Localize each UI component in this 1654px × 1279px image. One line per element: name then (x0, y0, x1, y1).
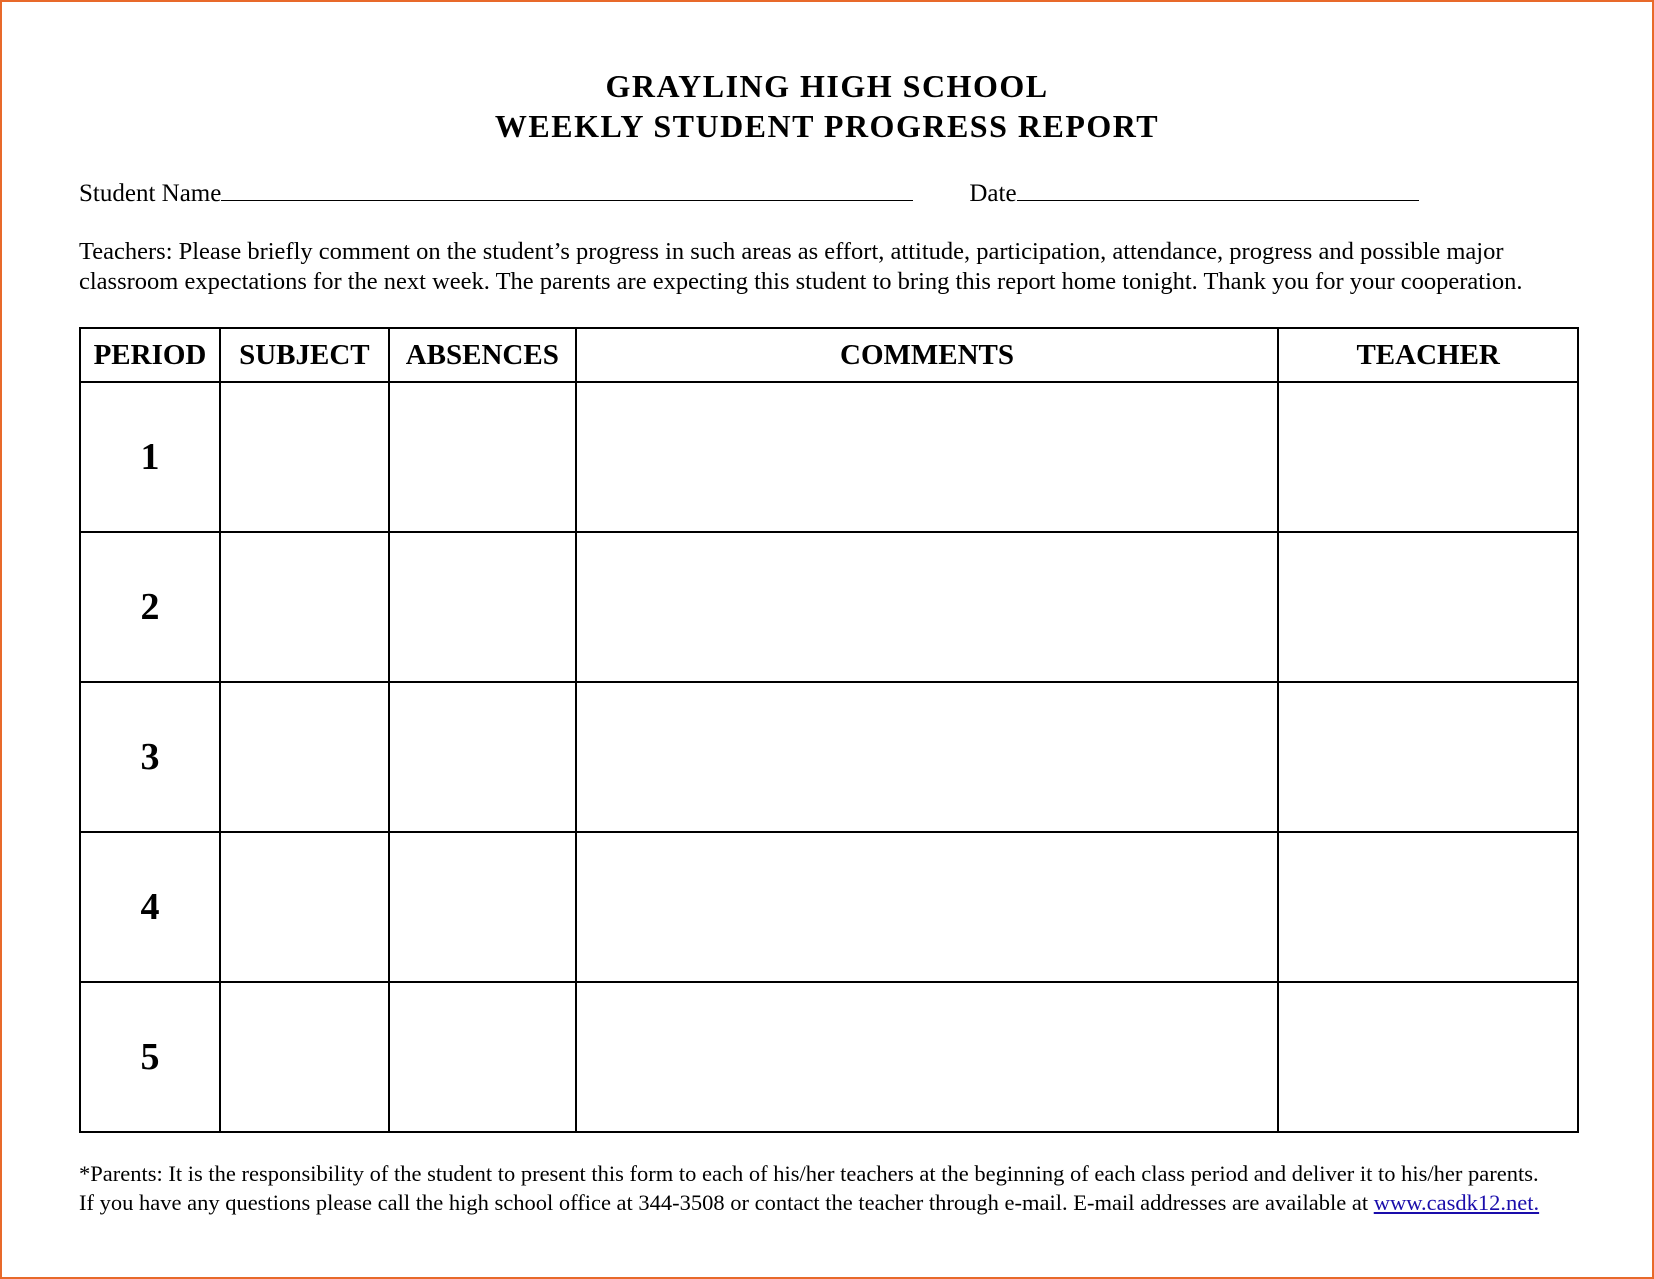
absences-cell[interactable] (389, 382, 576, 532)
website-link[interactable]: www.casdk12.net. (1373, 1190, 1540, 1215)
table-row (80, 382, 1578, 532)
header-absences: ABSENCES (389, 328, 576, 382)
period-number: 5 (80, 982, 220, 1132)
absences-cell[interactable] (389, 682, 576, 832)
period-number: 4 (80, 832, 220, 982)
teacher-cell[interactable] (1278, 532, 1578, 682)
header-comments: COMMENTS (576, 328, 1279, 382)
parents-note-line1: *Parents: It is the responsibility of the student to present this form to each of his/her teachers at the beginning of each class period and deliver it to his/her parents. (79, 1161, 1539, 1186)
period-number: 2 (80, 532, 220, 682)
parents-note (79, 1159, 1599, 1217)
comments-cell[interactable] (576, 682, 1279, 832)
comments-cell[interactable] (576, 382, 1279, 532)
teacher-cell[interactable] (1278, 982, 1578, 1132)
date-label: Date (969, 180, 1017, 207)
comments-cell[interactable] (576, 532, 1279, 682)
student-name-field[interactable] (221, 178, 913, 201)
table-row (80, 682, 1578, 832)
teacher-cell[interactable] (1278, 682, 1578, 832)
school-name: GRAYLING HIGH SCHOOL (605, 68, 1049, 104)
comments-cell[interactable] (576, 832, 1279, 982)
progress-table (79, 327, 1579, 1133)
parents-note-line2-text: If you have any questions please call the high school office at 344-3508 or contact the teacher through e-mail. E-mail addresses are available at (79, 1190, 1374, 1215)
table-row (80, 982, 1578, 1132)
absences-cell[interactable] (389, 982, 576, 1132)
teacher-cell[interactable] (1278, 832, 1578, 982)
student-name-label: Student Name (79, 180, 222, 207)
report-title: WEEKLY STUDENT PROGRESS REPORT (494, 108, 1160, 144)
absences-cell[interactable] (389, 832, 576, 982)
comments-cell[interactable] (576, 982, 1279, 1132)
student-fields (79, 178, 1419, 209)
date-field[interactable] (1017, 178, 1419, 201)
report-header (2, 66, 1652, 146)
parents-note-line2 (79, 1188, 1599, 1217)
subject-cell[interactable] (220, 982, 389, 1132)
table-header-row (80, 328, 1578, 382)
table-row (80, 832, 1578, 982)
teacher-instructions: Teachers: Please briefly comment on the student’s progress in such areas as effort, attitude, participation, attendance, progress and possible major classroom expectations for the next week. The parents are expecting this student to bring this report home tonight. Thank you for your cooperation. (79, 238, 1523, 295)
absences-cell[interactable] (389, 532, 576, 682)
header-teacher: TEACHER (1278, 328, 1578, 382)
header-period: PERIOD (80, 328, 220, 382)
period-number: 3 (80, 682, 220, 832)
subject-cell[interactable] (220, 532, 389, 682)
teacher-cell[interactable] (1278, 382, 1578, 532)
table-row (80, 532, 1578, 682)
subject-cell[interactable] (220, 382, 389, 532)
subject-cell[interactable] (220, 682, 389, 832)
period-number: 1 (80, 382, 220, 532)
subject-cell[interactable] (220, 832, 389, 982)
header-subject: SUBJECT (220, 328, 389, 382)
